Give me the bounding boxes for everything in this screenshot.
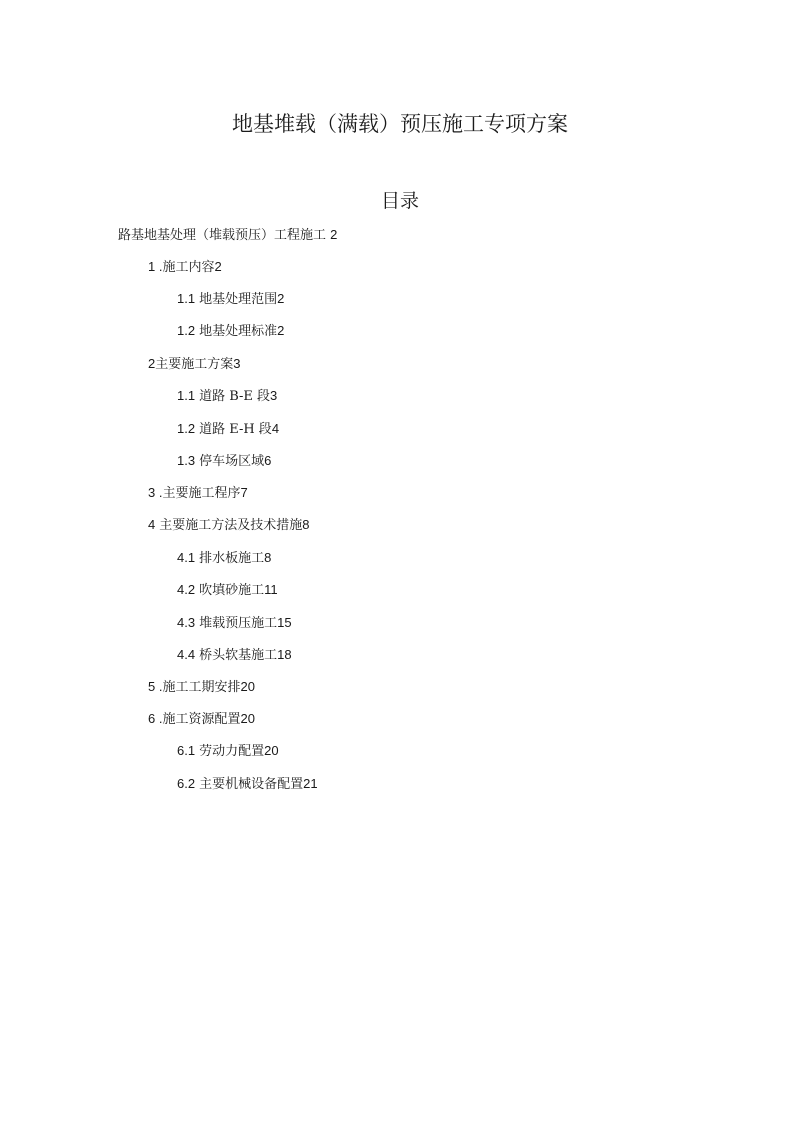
toc-entry[interactable] [177,290,284,309]
toc-entry-page: 21 [303,776,318,791]
toc-entry[interactable] [177,775,318,794]
toc-entry-text: 道路 B-E 段 [199,389,271,404]
toc-entry[interactable] [177,387,277,406]
toc-entry-page: 2 [277,323,285,338]
toc-entry[interactable] [148,516,309,535]
toc-entry-number: 4.3 [177,615,196,630]
toc-entry-page: 2 [277,291,285,306]
toc-entry-text: 堆载预压施工 [199,616,278,631]
toc-entry-text: 路基地基处理（堆载预压）工程施工 [118,228,327,243]
toc-entry-text: 地基处理标准 [199,324,278,339]
toc-entry[interactable] [148,258,222,277]
toc-entry-number: 4.4 [177,647,196,662]
toc-entry-text: 施工工期安排 [162,680,241,695]
toc-entry[interactable] [148,355,240,374]
toc-entry-text: 道路 E-H 段 [199,422,272,437]
toc-entry[interactable] [177,742,279,761]
toc-entry-page: 8 [302,517,310,532]
toc-entry-page: 20 [240,711,255,726]
toc-entry-page: 3 [270,388,278,403]
toc-entry-number: 6 . [148,711,163,726]
toc-entry-number: 1.3 [177,453,196,468]
toc-entry-number: 4 [148,517,156,532]
toc-entry-number: 1 . [148,259,163,274]
toc-entry-text: 桥头软基施工 [199,648,278,663]
toc-entry-page: 8 [264,550,272,565]
toc-entry[interactable] [177,452,271,471]
toc-entry-number: 3 . [148,485,163,500]
toc-entry[interactable] [177,549,271,568]
toc-entry-text: 排水板施工 [199,551,265,566]
toc-entry-number: 1.1 [177,291,196,306]
toc-entry-page: 11 [264,582,278,597]
toc-entry[interactable] [148,710,255,729]
toc-heading: 目录 [380,190,419,212]
toc-entry-text: 吹填砂施工 [199,583,265,598]
toc-entry-text: 主要施工方法及技术措施 [159,518,303,533]
toc-entry[interactable] [177,614,292,633]
toc-entry-page: 15 [277,615,292,630]
toc-entry-text: 劳动力配置 [199,744,265,759]
toc-entry[interactable] [177,581,278,600]
toc-entry-text: 主要施工方案 [155,357,234,372]
toc-entry-page: 7 [240,485,248,500]
toc-entry-page: 20 [240,679,255,694]
toc-entry-page: 3 [233,356,241,371]
toc-entry[interactable] [148,484,248,503]
toc-entry-page: 2 [214,259,222,274]
toc-entry[interactable] [177,322,284,341]
toc-entry-page: 6 [264,453,272,468]
toc-entry[interactable] [177,646,292,665]
toc-entry-number: 2 [148,356,156,371]
toc-entry[interactable] [177,420,279,439]
toc-entry-number: 1.2 [177,323,196,338]
toc-entry-number: 1.2 [177,421,196,436]
toc-entry-page: 20 [264,743,279,758]
document-title: 地基堆载（满载）预压施工专项方案 [232,112,568,136]
toc-entry-number: 1.1 [177,388,196,403]
toc-entry-number: 4.2 [177,582,196,597]
toc-entry-number: 5 . [148,679,163,694]
toc-entry[interactable] [148,678,255,697]
toc-entry-page: 2 [330,227,338,242]
toc-entry-text: 主要机械设备配置 [199,777,304,792]
toc-entry[interactable] [118,226,337,245]
toc-entry-text: 施工内容 [162,260,215,275]
toc-entry-page: 4 [271,421,280,436]
toc-entry-text: 地基处理范围 [199,292,278,307]
toc-entry-text: 停车场区域 [199,454,265,469]
toc-entry-number: 6.1 [177,743,196,758]
toc-entry-number: 4.1 [177,550,196,565]
toc-entry-text: 主要施工程序 [162,486,241,501]
toc-entry-text: 施工资源配置 [162,712,241,727]
toc-entry-page: 18 [277,647,292,662]
toc-entry-number: 6.2 [177,776,196,791]
